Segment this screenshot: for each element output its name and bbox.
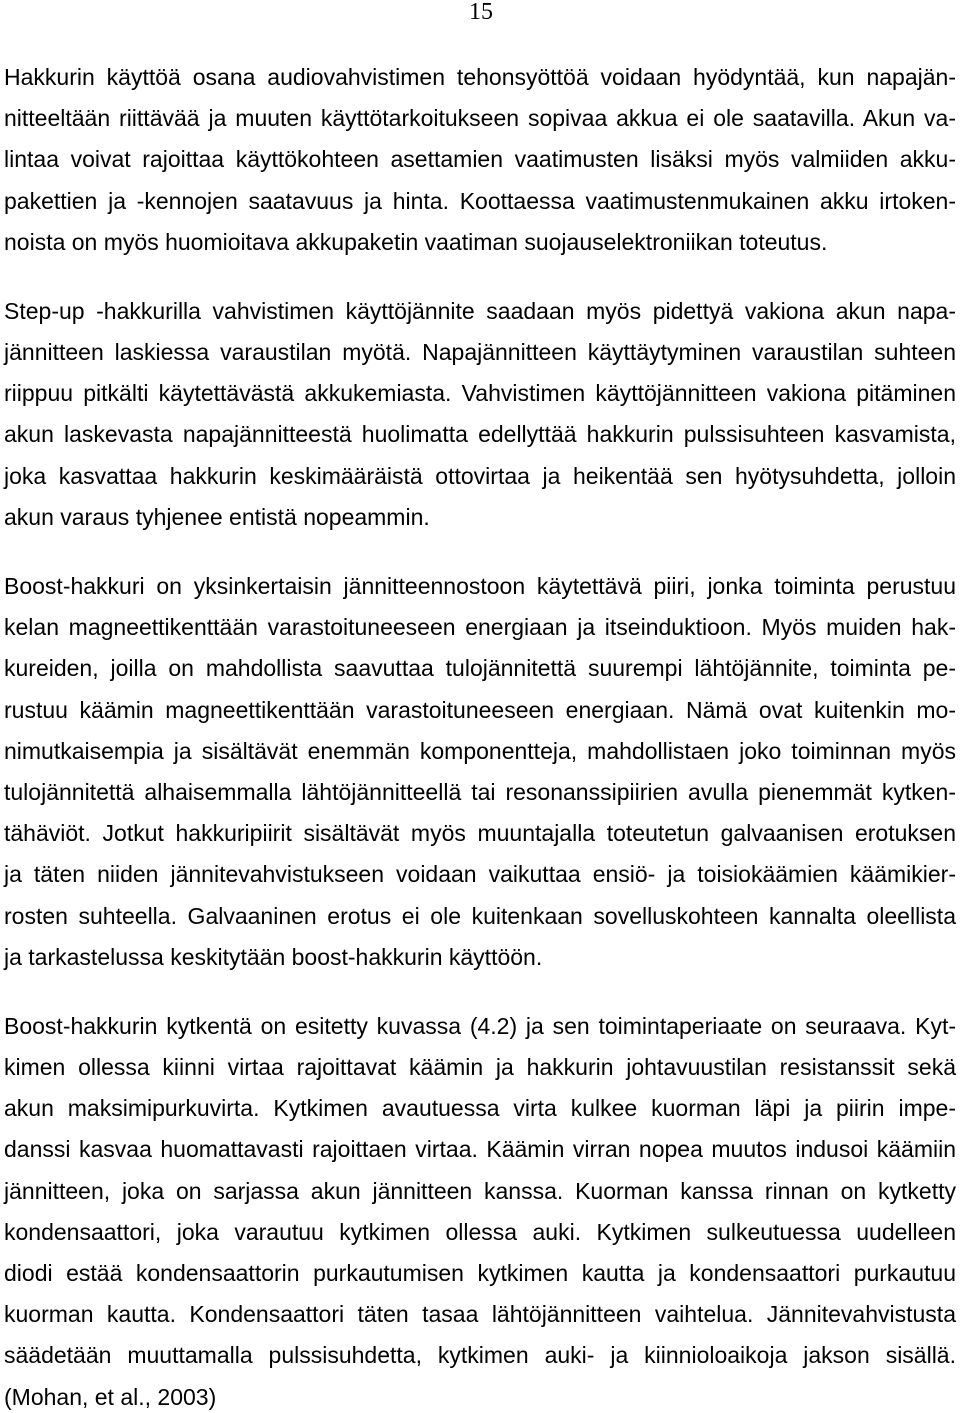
text-line: diodi estää kondensaattorin purkautumisen kytkimen kautta ja kondensaattori purkautuu xyxy=(4,1260,956,1287)
text-line: Boost-hakkuri on yksinkertaisin jännitteennostoon käytettävä piiri, jonka toiminta perustuu xyxy=(4,573,956,600)
citation-line: (Mohan, et al., 2003) xyxy=(4,1383,217,1410)
text-line: joka kasvattaa hakkurin keskimääräistä ottovirtaa ja heikentää sen hyötysuhdetta, jolloin xyxy=(4,462,956,489)
text-line: säädetään muuttamalla pulssisuhdetta, kytkimen auki- ja kiinnioloaikoja jakson sisällä. xyxy=(4,1342,956,1369)
text-line: Boost-hakkurin kytkentä on esitetty kuvassa (4.2) ja sen toimintaperiaate on seuraava. Kyt- xyxy=(4,1012,956,1039)
text-line: rosten suhteella. Galvaaninen erotus ei ole kuitenkaan sovelluskohteen kannalta oleellista xyxy=(4,902,956,929)
text-line: nimutkaisempia ja sisältävät enemmän komponentteja, mahdollistaen joko toiminnan myös xyxy=(4,737,956,764)
text-line: tulojännitettä alhaisemmalla lähtöjännitteellä tai resonanssipiirien avulla pienemmät kytken- xyxy=(4,778,956,805)
text-line: kelan magneettikenttään varastoituneeseen energiaan ja itseinduktioon. Myös muiden hak- xyxy=(4,614,956,641)
text-line: lintaa voivat rajoittaa käyttökohteen asettamien vaatimusten lisäksi myös valmiiden akku- xyxy=(4,146,956,173)
text-line: ja tarkastelussa keskitytään boost-hakkurin käyttöön. xyxy=(4,943,543,970)
paragraph xyxy=(4,565,956,977)
text-line: noista on myös huomioitava akkupaketin vaatiman suojauselektroniikan toteutus. xyxy=(4,228,828,255)
text-line: kimen ollessa kiinni virtaa rajoittavat käämin ja hakkurin johtavuustilan resistanssit sekä xyxy=(4,1054,956,1081)
text-line: akun maksimipurkuvirta. Kytkimen avautuessa virta kulkee kuorman läpi ja piirin impe- xyxy=(4,1095,956,1122)
paragraph xyxy=(4,56,956,262)
text-line: jännitteen laskiessa varaustilan myötä. Napajännitteen käyttäytyminen varaustilan suhteen xyxy=(4,339,956,366)
text-line: danssi kasvaa huomattavasti rajoittaen virtaa. Käämin virran nopea muutos indusoi käämiin xyxy=(4,1136,956,1163)
body-text xyxy=(4,56,956,1410)
paragraph xyxy=(4,1005,956,1410)
text-line: tähäviöt. Jotkut hakkuripiirit sisältävät myös muuntajalla toteutetun galvaanisen erotuksen xyxy=(4,820,956,847)
text-line: rustuu käämin magneettikenttään varastoituneeseen energiaan. Nämä ovat kuitenkin mo- xyxy=(4,696,956,723)
text-line: kuorman kautta. Kondensaattori täten tasaa lähtöjännitteen vaihtelua. Jännitevahvistusta xyxy=(4,1301,956,1328)
text-line: kureiden, joilla on mahdollista saavuttaa tulojännitettä suurempi lähtöjännite, toiminta pe- xyxy=(4,655,956,682)
text-line: Hakkurin käyttöä osana audiovahvistimen tehonsyöttöä voidaan hyödyntää, kun napajän- xyxy=(4,63,956,90)
text-line: pakettien ja -kennojen saatavuus ja hinta. Koottaessa vaatimustenmukainen akku irtoken- xyxy=(4,187,956,214)
text-line: Step-up -hakkurilla vahvistimen käyttöjännite saadaan myös pidettyä vakiona akun napa- xyxy=(4,297,956,324)
text-line: riippuu pitkälti käytettävästä akkukemiasta. Vahvistimen käyttöjännitteen vakiona pitäminen xyxy=(4,380,956,407)
text-line: jännitteen, joka on sarjassa akun jännitteen kanssa. Kuorman kanssa rinnan on kytketty xyxy=(4,1177,956,1204)
page-number: 15 xyxy=(469,0,493,25)
text-line: nitteeltään riittävää ja muuten käyttötarkoitukseen sopivaa akkua ei ole saatavilla. Akun va- xyxy=(4,105,956,132)
text-line: akun laskevasta napajännitteestä huolimatta edellyttää hakkurin pulssisuhteen kasvamista, xyxy=(4,421,956,448)
text-line: kondensaattori, joka varautuu kytkimen ollessa auki. Kytkimen sulkeutuessa uudelleen xyxy=(4,1218,956,1245)
text-line: akun varaus tyhjenee entistä nopeammin. xyxy=(4,503,430,530)
text-line: ja täten niiden jännitevahvistukseen voidaan vaikuttaa ensiö- ja toisiokäämien käämikier- xyxy=(4,861,956,888)
paragraph xyxy=(4,290,956,537)
